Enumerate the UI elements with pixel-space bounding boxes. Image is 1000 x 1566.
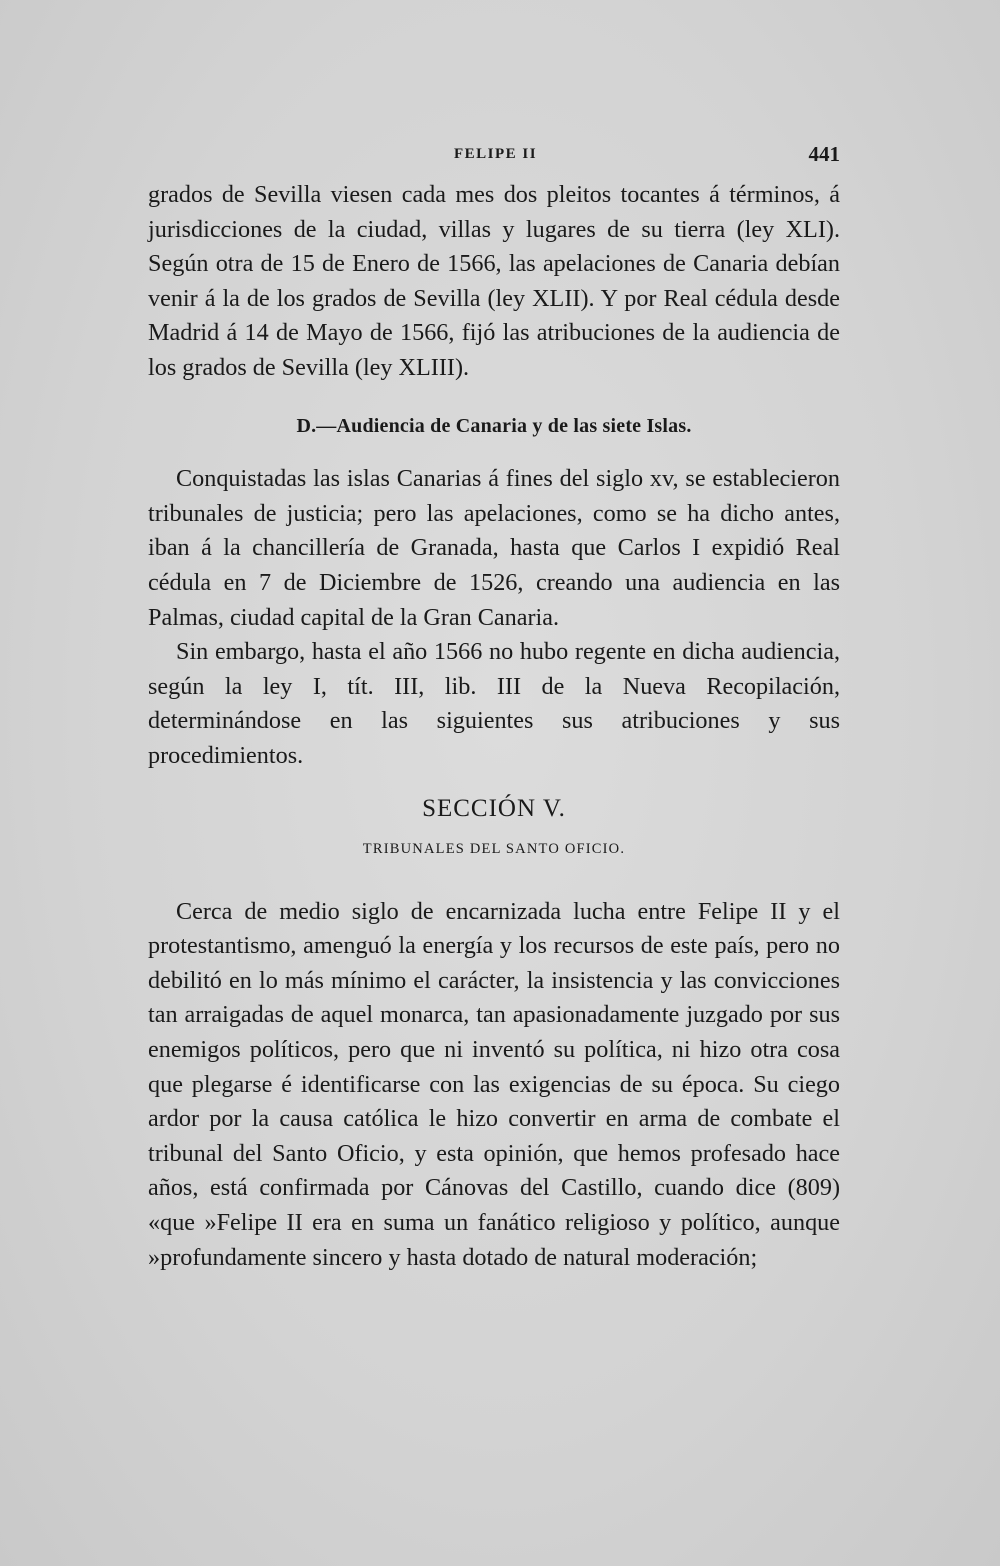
running-head: FELIPE II bbox=[454, 146, 538, 162]
paragraph-conquistadas: Conquistadas las islas Canarias á fines del siglo xv, se establecieron tribunales de justicia; pero las apelaciones, como se ha dicho antes, iban á la chancillería de Granada, hasta que Carlos I expidió Real cédula en 7 de Diciembre de 1526, creando una audiencia en las Palmas, ciudad capital de la Gran Canaria. bbox=[148, 465, 840, 631]
subsection-heading: D.—Audiencia de Canaria y de las siete Islas. bbox=[296, 414, 692, 437]
page-header bbox=[148, 142, 840, 176]
paragraph-cerca: Cerca de medio siglo de encarnizada lucha entre Felipe II y el protestantismo, amenguó la energía y los recursos de este país, pero no debilitó en lo más mínimo el carácter, la insistencia y las convicciones tan arraigadas de aquel monarca, tan apasionadamente juzgado por sus enemigos políticos, pero que ni inventó su política, ni hizo otra cosa que plegarse é identificarse con las exigencias de su época. Su ciego ardor por la causa católica le hizo convertir en arma de combate el tribunal del Santo Oficio, y esta opinión, que hemos profesado hace años, está confirmada por Cánovas del Castillo, cuando dice (809) «que »Felipe II era en suma un fanático religioso y político, aunque »profundamente sincero y hasta dotado de natural moderación; bbox=[148, 897, 840, 1271]
paragraph-continuation: grados de Sevilla viesen cada mes dos pleitos tocantes á términos, á jurisdicciones de la ciudad, villas y lugares de su tierra (ley XLI). Según otra de 15 de Enero de 1566, las apelaciones de Canaria debían venir á la de los grados de Sevilla (ley XLII). Y por Real cédula desde Madrid á 14 de Mayo de 1566, fijó las atribuciones de la audiencia de los grados de Sevilla (ley XLIII). bbox=[148, 181, 840, 381]
body-text bbox=[148, 178, 840, 1275]
section-subtitle: TRIBUNALES DEL SANTO OFICIO. bbox=[362, 841, 626, 858]
paragraph-sin-embargo: Sin embargo, hasta el año 1566 no hubo regente en dicha audiencia, según la ley I, tít. III, lib. III de la Nueva Recopilación, determinándose en las siguientes sus atribuciones y sus procedimientos. bbox=[148, 638, 840, 769]
section-title: SECCIÓN V. bbox=[422, 794, 566, 822]
page-number: 441 bbox=[808, 142, 840, 166]
